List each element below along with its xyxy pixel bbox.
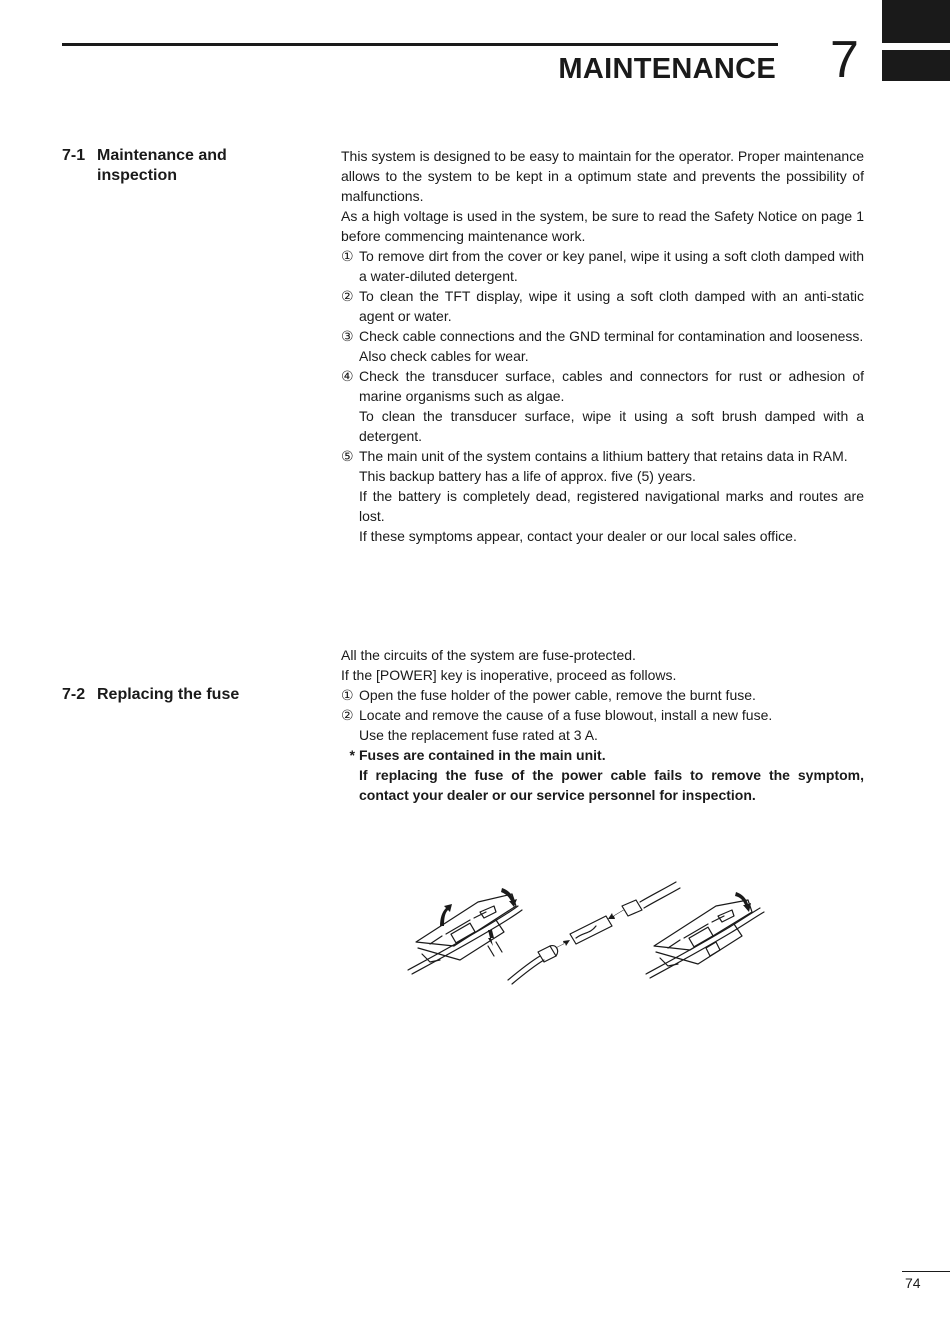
list-item: [341, 705, 864, 745]
step-text: Open the fuse holder of the power cable, remove the burnt fuse.: [359, 687, 756, 703]
chapter-tab-block-lower: [882, 50, 950, 81]
note-line: Fuses are contained in the main unit.: [359, 747, 606, 763]
step-number: ②: [341, 707, 354, 723]
step-text: To clean the TFT display, wipe it using a soft cloth damped with an anti-static agent or water.: [359, 288, 864, 324]
step-text: Check cable connections and the GND terminal for contamination and looseness.: [359, 328, 864, 344]
note-asterisk: *: [349, 747, 355, 763]
header-rule: [62, 43, 778, 46]
step-number: ⑤: [341, 448, 354, 464]
section-title-line2: inspection: [97, 167, 178, 184]
step-number: ③: [341, 328, 354, 344]
chapter-title: MAINTENANCE: [558, 53, 776, 85]
step-text: The main unit of the system contains a lithium battery that retains data in RAM.: [359, 448, 848, 464]
step-text: If these symptoms appear, contact your dealer or our local sales office.: [359, 528, 797, 544]
safety-paragraph: As a high voltage is used in the system, be sure to read the Safety Notice on page 1 before commencing maintenance work.: [341, 208, 864, 244]
section-title: Replacing the fuse: [97, 686, 240, 703]
step-text: Check the transducer surface, cables and connectors for rust or adhesion of marine organisms such as algae.: [359, 368, 864, 404]
section-number: 7-1: [62, 147, 86, 164]
note-line: If replacing the fuse of the power cable fails to remove the symptom, contact your dealer or our service personnel for inspection.: [359, 767, 864, 803]
fuse-holder-open-drawing: [408, 894, 522, 974]
step-number: ②: [341, 288, 354, 304]
intro-paragraph: This system is designed to be easy to maintain for the operator. Proper maintenance allows to the system to be kept in a optimum state and prevents the possibility of malfunctions.: [341, 148, 864, 204]
fuse-intro-line1: All the circuits of the system are fuse-protected.: [341, 647, 636, 663]
arrow-icon: [556, 910, 624, 948]
chapter-number: 7: [830, 31, 859, 89]
list-item: [341, 366, 864, 446]
section-heading-fuse: [62, 685, 239, 705]
chapter-tab-block: [882, 0, 950, 43]
list-item: [341, 685, 864, 705]
step-text: If the battery is completely dead, registered navigational marks and routes are lost.: [359, 488, 864, 524]
step-number: ①: [341, 687, 354, 703]
fuse-holder-closed-drawing: [646, 900, 764, 978]
list-item: [341, 286, 864, 326]
fuse-intro-line2: If the [POWER] key is inoperative, proceed as follows.: [341, 667, 677, 683]
fuse-holder-illustration: [400, 872, 780, 992]
step-text: Locate and remove the cause of a fuse blowout, install a new fuse.: [359, 707, 773, 723]
step-text: Use the replacement fuse rated at 3 A.: [359, 727, 598, 743]
fuse-and-cable-drawing: [508, 882, 680, 984]
step-number: ④: [341, 368, 354, 384]
section-body-fuse: [341, 645, 864, 805]
section-body-maintenance: [341, 146, 864, 546]
section-title-line1: Maintenance and: [97, 147, 227, 164]
step-text: This backup battery has a life of approx. five (5) years.: [359, 468, 696, 484]
list-item: [341, 326, 864, 366]
page-number: 74: [905, 1275, 921, 1291]
list-item: [341, 246, 864, 286]
step-text: To clean the transducer surface, wipe it using a soft brush damped with a detergent.: [359, 408, 864, 444]
footer-rule: [902, 1271, 950, 1272]
section-number: 7-2: [62, 686, 86, 703]
step-number: ①: [341, 248, 354, 264]
step-text: Also check cables for wear.: [359, 348, 529, 364]
fuse-steps-list: [341, 685, 864, 745]
section-heading-maintenance: [62, 146, 227, 186]
list-item: [341, 446, 864, 546]
maintenance-steps-list: [341, 246, 864, 546]
fuse-note: [341, 745, 864, 805]
step-text: To remove dirt from the cover or key panel, wipe it using a soft cloth damped with a water-diluted detergent.: [359, 248, 864, 284]
